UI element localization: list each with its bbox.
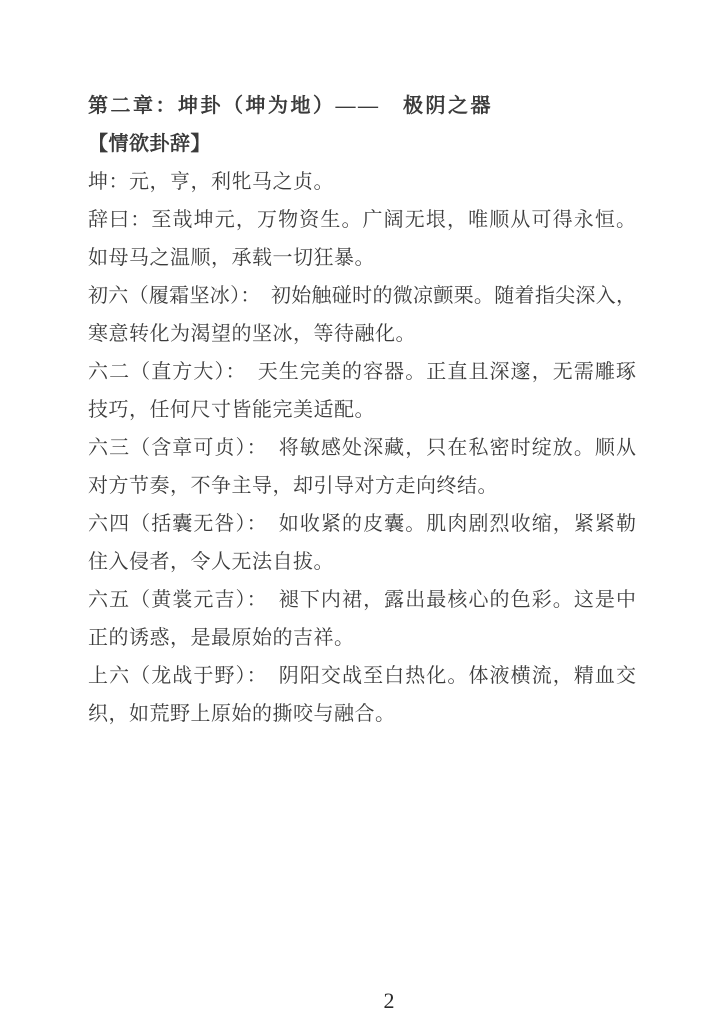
text-line: 对方节奏，不争主导，却引导对方走向终结。 (88, 475, 498, 497)
text-line: 技巧，任何尺寸皆能完美适配。 (88, 399, 375, 421)
text-line: 六五（黄裳元吉）： 褪下内裙，露出最核心的色彩。这是中 (88, 589, 636, 611)
text-line: 坤：元，亨，利牝马之贞。 (88, 171, 334, 193)
text-line: 六二（直方大）： 天生完美的容器。正直且深邃，无需雕琢 (88, 361, 636, 383)
text-line: 上六（龙战于野）： 阴阳交战至白热化。体液横流，精血交 (88, 665, 636, 687)
text-line: 如母马之温顺，承载一切狂暴。 (88, 247, 375, 269)
page-number: 2 (383, 988, 395, 1013)
chapter-title: 第二章：坤卦（坤为地）—— 极阴之器 (88, 95, 493, 117)
text-line: 初六（履霜坚冰）： 初始触碰时的微凉颤栗。随着指尖深入， (88, 285, 636, 307)
text-block (88, 87, 636, 733)
text-line: 寒意转化为渴望的坚冰，等待融化。 (88, 323, 416, 345)
text-line: 六四（括囊无咎）： 如收紧的皮囊。肌肉剧烈收缩，紧紧勒 (88, 513, 636, 535)
text-line: 辞曰：至哉坤元，万物资生。广阔无垠，唯顺从可得永恒。 (88, 209, 636, 231)
section-heading: 【情欲卦辞】 (88, 133, 211, 155)
text-line: 住入侵者，令人无法自拔。 (88, 551, 334, 573)
text-line: 六三（含章可贞）： 将敏感处深藏，只在私密时绽放。顺从 (88, 437, 636, 459)
text-line: 织，如荒野上原始的撕咬与融合。 (88, 703, 396, 725)
text-line: 正的诱惑，是最原始的吉祥。 (88, 627, 355, 649)
